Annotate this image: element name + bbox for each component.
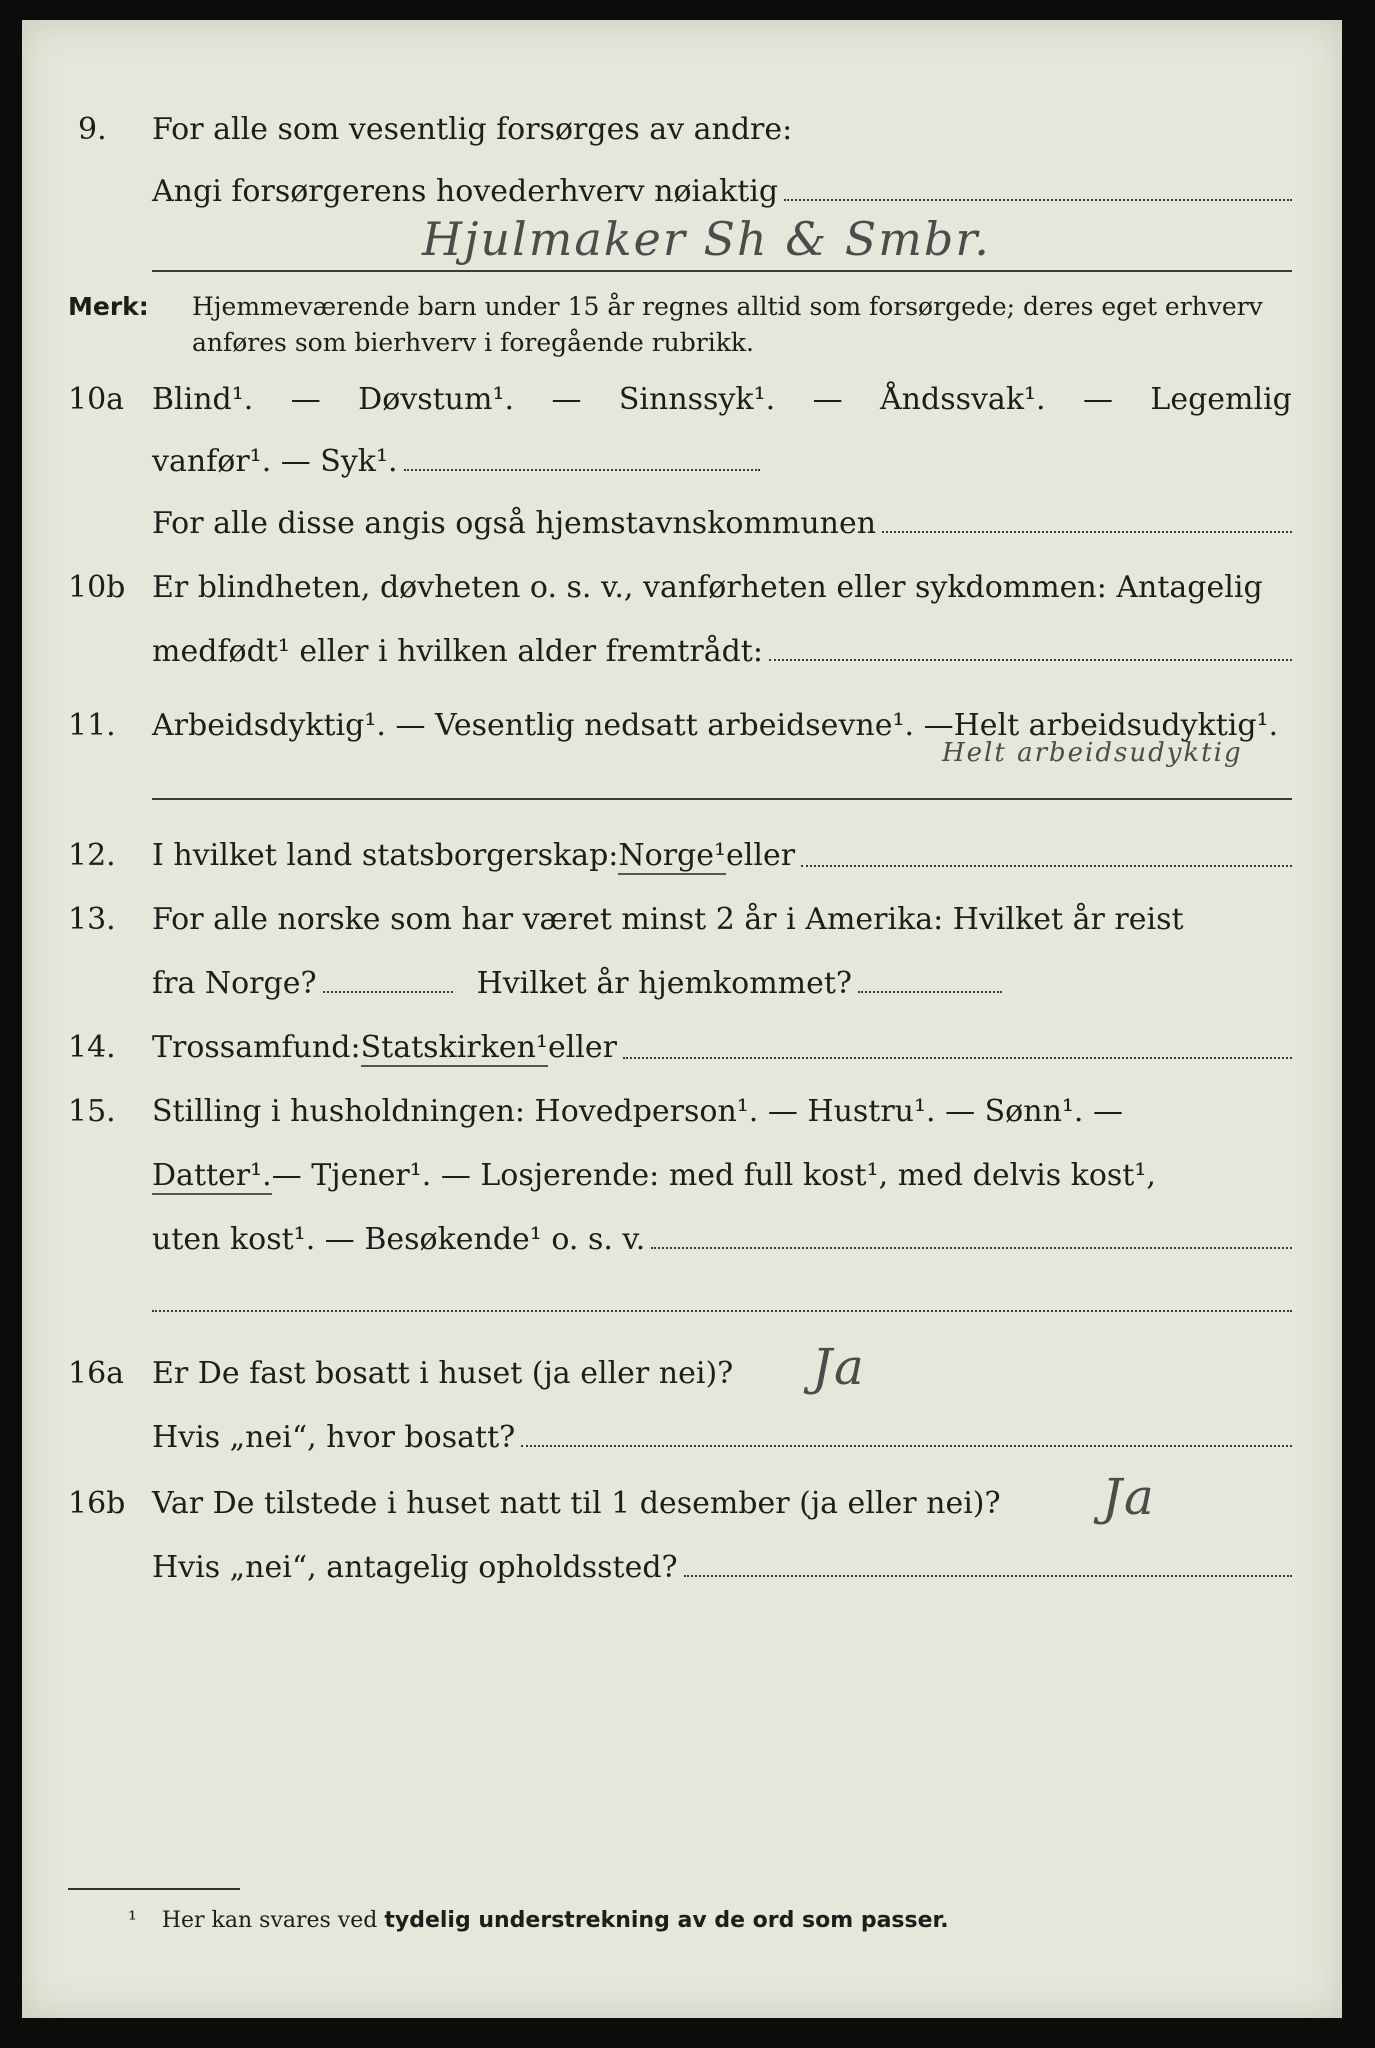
q15-number: 15. (68, 1094, 116, 1129)
q10b-line2: medfødt¹ eller i hvilken alder fremtrådt: (152, 634, 763, 669)
q13-line1: For alle norske som har været minst 2 år i Amerika: Hvilket år reist (152, 902, 1184, 937)
footnote-text-bold: tydelig understrekning av de ord som passer. (384, 1908, 949, 1933)
q16b-line2-row (152, 1550, 1292, 1585)
q16a-dotted-line (521, 1444, 1292, 1447)
q16b-number: 16b (68, 1486, 126, 1521)
q14-after: eller (547, 1030, 617, 1065)
q15-underlined-datter: Datter¹. (152, 1158, 272, 1193)
q10a-line3-row (152, 506, 1292, 541)
q15-extra-dotted-rule (152, 1310, 1292, 1312)
q13-number: 13. (68, 902, 116, 937)
q16a-line2: Hvis „nei“, hvor bosatt? (152, 1420, 516, 1455)
q15-line2-row (152, 1158, 1156, 1195)
q10a-line3-dotted (882, 530, 1292, 533)
q11-number: 11. (68, 708, 116, 743)
q15-line3: uten kost¹. — Besøkende¹ o. s. v. (152, 1222, 646, 1257)
q13-line2b: Hvilket år hjemkommet? (476, 966, 853, 1001)
q9-number: 9. (78, 112, 107, 147)
q15-line1: Stilling i husholdningen: Hovedperson¹. — Hustru¹. — Sønn¹. — (152, 1094, 1123, 1129)
q14-number: 14. (68, 1030, 116, 1065)
q16a-line1: Er De fast bosatt i huset (ja eller nei)? (152, 1356, 734, 1391)
q16a-handwritten-answer: Ja (812, 1338, 866, 1396)
q10a-number: 10a (68, 382, 125, 417)
q16b-line2: Hvis „nei“, antagelig opholdssted? (152, 1550, 678, 1585)
q16a-number: 16a (68, 1356, 125, 1391)
q10a-dash-3: — (812, 382, 843, 417)
q10a-line2-row (152, 444, 760, 479)
q10a-dash-4: — (1082, 382, 1113, 417)
footnote (128, 1908, 949, 1933)
q11-part1: Arbeidsdyktig¹. — Vesentlig nedsatt arbeidsevne¹. — (152, 708, 954, 743)
q14-underlined-statskirken: Statskirken¹ (360, 1030, 548, 1065)
merk-line1: Hjemmeværende barn under 15 år regnes alltid som forsørgede; deres eget erhverv (192, 292, 1263, 321)
q11-part2: Helt arbeidsudyktig¹. (953, 708, 1279, 743)
q9-line1: For alle som vesentlig forsørges av andre: (152, 112, 793, 147)
q16a-line2-row (152, 1420, 1292, 1455)
q12-text: I hvilket land statsborgerskap: (152, 838, 619, 873)
footnote-mark: ¹ (128, 1908, 137, 1933)
q10b-number: 10b (68, 570, 126, 605)
q10a-item-blind: Blind¹. (152, 382, 254, 417)
q10a-dash-2: — (551, 382, 582, 417)
q9-line2-row (152, 174, 1292, 209)
q14-line (152, 1030, 1292, 1067)
q12-after: eller (726, 838, 796, 873)
q14-text: Trossamfund: (152, 1030, 361, 1065)
q12-dotted-line (801, 864, 1292, 867)
q15-dotted-line (651, 1246, 1292, 1249)
census-form-page (22, 20, 1342, 2018)
q10a-dotted-line (404, 468, 760, 471)
q10a-dash-1: — (290, 382, 321, 417)
q10a-line2: vanfør¹. — Syk¹. (152, 444, 398, 479)
q10a-item-sinnssyk: Sinnssyk¹. (618, 382, 776, 417)
q13-line2a: fra Norge? (152, 966, 317, 1001)
q9-handwritten-answer: Hjulmaker Sh & Smbr. (422, 212, 991, 266)
q14-dotted-line (623, 1056, 1292, 1059)
footnote-text-plain: Her kan svares ved (161, 1908, 385, 1933)
q10a-item-andssvak: Åndssvak¹. (880, 382, 1046, 417)
q13-dotted-line-a (323, 990, 453, 993)
q16b-line1: Var De tilstede i huset natt til 1 desember (ja eller nei)? (152, 1486, 1001, 1521)
q12-number: 12. (68, 838, 116, 873)
q12-line (152, 838, 1292, 875)
q13-line2-row (152, 966, 1002, 1001)
q9-answer-rule (152, 270, 1292, 272)
q10a-item-legemlig: Legemlig (1150, 382, 1292, 417)
q10b-line1: Er blindheten, døvheten o. s. v., vanførheten eller sykdommen: Antagelig (152, 570, 1263, 605)
q11-answer-rule (152, 798, 1292, 800)
q12-underlined-norge: Norge¹ (618, 838, 727, 873)
q10a-item-dovstum: Døvstum¹. (358, 382, 515, 417)
q16b-dotted-line (684, 1574, 1292, 1577)
q15-line2: — Tjener¹. — Losjerende: med full kost¹, med delvis kost¹, (271, 1158, 1156, 1193)
footnote-rule (68, 1888, 240, 1890)
q10b-line2-row (152, 634, 1292, 669)
q11-handwritten-answer: Helt arbeidsudyktig (942, 738, 1243, 768)
q10b-dotted-line (769, 658, 1292, 661)
merk-label: Merk: (68, 292, 149, 321)
merk-line2: anføres som bierhverv i foregående rubrikk. (192, 328, 754, 357)
q10a-line3: For alle disse angis også hjemstavnskommunen (152, 506, 877, 541)
q9-dotted-line (784, 198, 1292, 201)
q9-line2: Angi forsørgerens hovederhverv nøiaktig (152, 174, 779, 209)
q16b-handwritten-answer: Ja (1102, 1468, 1156, 1526)
q15-line3-row (152, 1222, 1292, 1257)
q10a-line1 (152, 382, 1292, 417)
q13-dotted-line-b (858, 990, 1002, 993)
